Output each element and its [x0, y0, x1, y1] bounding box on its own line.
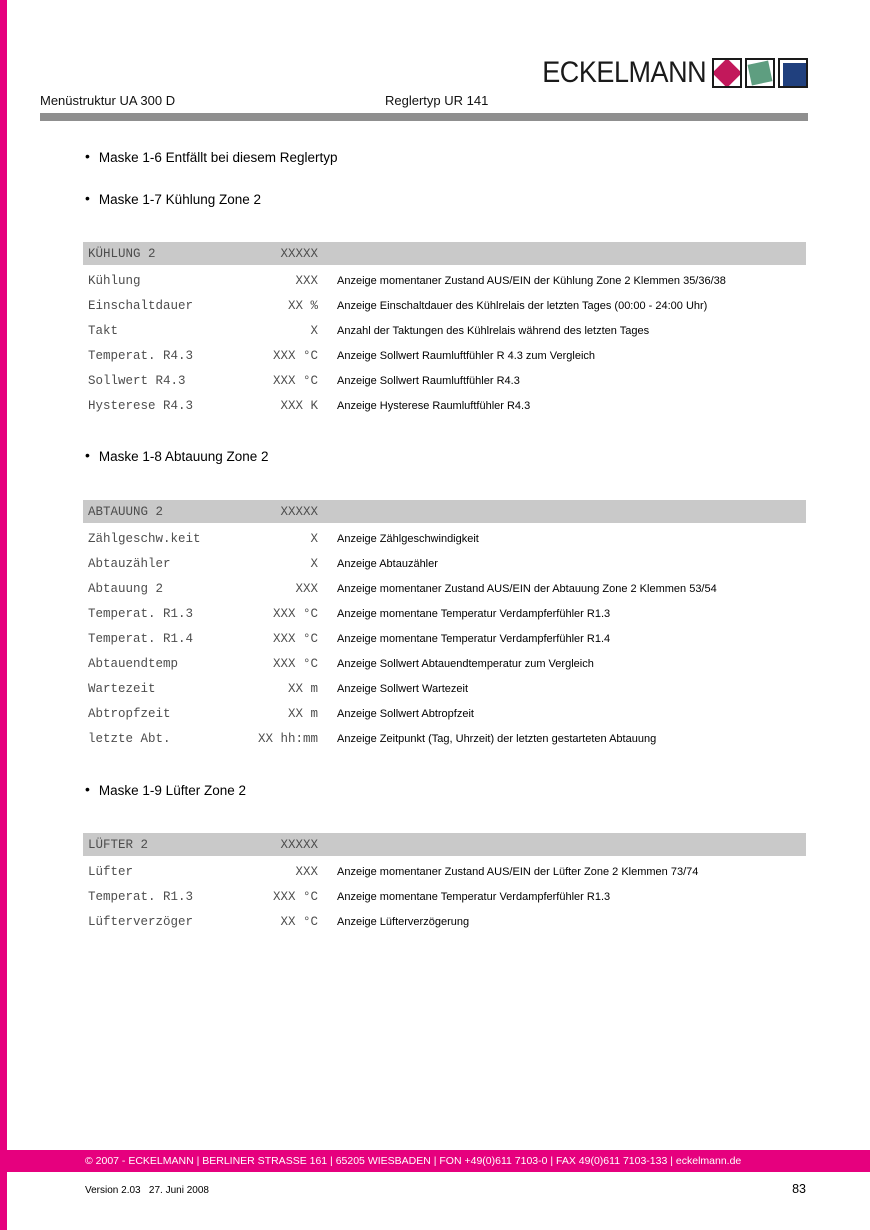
row-value: XXX K: [280, 398, 318, 413]
row-label: Einschaltdauer: [88, 298, 194, 313]
row-value: XXX: [295, 273, 318, 288]
row-label: Temperat. R4.3: [88, 348, 194, 363]
table-title-value: XXXXX: [280, 246, 318, 261]
row-label: Sollwert R4.3: [88, 373, 186, 388]
row-value: X: [310, 531, 318, 546]
row-value: XXX °C: [272, 348, 318, 363]
version-label: Version 2.03 27. Juni 2008: [85, 1185, 209, 1196]
table-title: LÜFTER 2: [88, 837, 149, 852]
bullet-dot-icon: •: [85, 447, 90, 463]
table-row: [83, 626, 806, 651]
row-description: Anzeige Einschaltdauer des Kühlrelais der letzten Tages (00:00 - 24:00 Uhr): [337, 299, 708, 312]
row-description: Anzeige momentaner Zustand AUS/EIN der Lüfter Zone 2 Klemmen 73/74: [337, 865, 699, 878]
row-value: XXX °C: [272, 606, 318, 621]
row-description: Anzeige Sollwert Abtropfzeit: [337, 707, 474, 720]
table-row: [83, 859, 806, 884]
row-description: Anzeige Hysterese Raumluftfühler R4.3: [337, 399, 531, 412]
bullet-label: Maske 1-6 Entfällt bei diesem Reglertyp: [98, 150, 338, 165]
row-description: Anzeige Sollwert Abtauendtemperatur zum Vergleich: [337, 657, 594, 670]
table-row: [83, 576, 806, 601]
bullet-maske-1-8: [85, 448, 269, 464]
row-value: XXX °C: [272, 373, 318, 388]
row-description: Anzeige Zählgeschwindigkeit: [337, 532, 479, 545]
row-label: Lüfter: [88, 864, 134, 879]
eckelmann-logo: [524, 56, 808, 90]
row-description: Anzeige Abtauzähler: [337, 557, 438, 570]
row-description: Anzahl der Taktungen des Kühlrelais während des letzten Tages: [337, 324, 650, 337]
row-description: Anzeige momentane Temperatur Verdampferfühler R1.4: [337, 632, 611, 645]
footer-address-text: © 2007 - ECKELMANN | BERLINER STRASSE 161 | 65205 WIESBADEN | FON +49(0)611 7103-0 | FAX 49(0)611 7103-133 | eckelmann.de: [85, 1155, 742, 1167]
row-value: XX %: [287, 298, 318, 313]
logo-wordmark: ECKELMANN: [542, 56, 706, 89]
row-value: XX hh:mm: [257, 731, 318, 746]
table-body: [83, 265, 806, 418]
table-row: [83, 884, 806, 909]
footer-address-bar: [0, 1150, 870, 1172]
page-number: 83: [792, 1182, 806, 1196]
bullet-label: Maske 1-9 Lüfter Zone 2: [98, 783, 246, 798]
row-value: XXX °C: [272, 889, 318, 904]
header-controller-type-label: Reglertyp UR 141: [385, 93, 489, 108]
row-label: Temperat. R1.3: [88, 889, 194, 904]
row-label: Abtauendtemp: [88, 656, 179, 671]
row-label: Abtropfzeit: [88, 706, 171, 721]
row-value: XX m: [287, 706, 318, 721]
logo-marks: [712, 58, 808, 88]
row-description: Anzeige Sollwert Raumluftfühler R4.3: [337, 374, 520, 387]
row-label: Temperat. R1.4: [88, 631, 194, 646]
row-value: XX m: [287, 681, 318, 696]
row-value: XXX: [295, 581, 318, 596]
row-label: Takt: [88, 323, 119, 338]
table-row: [83, 343, 806, 368]
row-description: Anzeige momentane Temperatur Verdampferfühler R1.3: [337, 890, 611, 903]
row-description: Anzeige momentane Temperatur Verdampferfühler R1.3: [337, 607, 611, 620]
row-label: Temperat. R1.3: [88, 606, 194, 621]
table-row: [83, 368, 806, 393]
row-value: XXX: [295, 864, 318, 879]
row-label: Wartezeit: [88, 681, 156, 696]
header-divider-rule: [40, 113, 808, 121]
table-row: [83, 726, 806, 751]
row-description: Anzeige Sollwert Wartezeit: [337, 682, 469, 695]
bullet-maske-1-9: [85, 782, 246, 798]
table-header-row: [83, 500, 806, 523]
bullet-label: Maske 1-7 Kühlung Zone 2: [98, 192, 262, 207]
row-value: XXX °C: [272, 656, 318, 671]
row-label: Hysterese R4.3: [88, 398, 194, 413]
table-title: KÜHLUNG 2: [88, 246, 156, 261]
row-description: Anzeige Sollwert Raumluftfühler R 4.3 zum Vergleich: [337, 349, 596, 362]
bullet-maske-1-6: [85, 149, 338, 165]
bullet-maske-1-7: [85, 191, 261, 207]
row-description: Anzeige momentaner Zustand AUS/EIN der Kühlung Zone 2 Klemmen 35/36/38: [337, 274, 726, 287]
table-row: [83, 526, 806, 551]
page-header: [40, 93, 808, 109]
table-row: [83, 551, 806, 576]
table-title-value: XXXXX: [280, 504, 318, 519]
table-row: [83, 268, 806, 293]
row-label: Lüfterverzöger: [88, 914, 194, 929]
bullet-dot-icon: •: [85, 148, 90, 164]
table-body: [83, 523, 806, 751]
logo-blue-square-icon: [778, 58, 808, 88]
row-label: Kühlung: [88, 273, 141, 288]
bullet-dot-icon: •: [85, 190, 90, 206]
header-menu-structure-label: Menüstruktur UA 300 D: [40, 93, 176, 108]
row-label: Zählgeschw.keit: [88, 531, 201, 546]
bullet-dot-icon: •: [85, 781, 90, 797]
table-row: [83, 601, 806, 626]
table-luefter-2: [83, 833, 806, 934]
row-value: XX °C: [280, 914, 318, 929]
row-description: Anzeige momentaner Zustand AUS/EIN der Abtauung Zone 2 Klemmen 53/54: [337, 582, 717, 595]
row-description: Anzeige Zeitpunkt (Tag, Uhrzeit) der letzten gestarteten Abtauung: [337, 732, 657, 745]
table-row: [83, 318, 806, 343]
table-body: [83, 856, 806, 934]
bullet-label: Maske 1-8 Abtauung Zone 2: [98, 449, 269, 464]
row-description: Anzeige Lüfterverzögerung: [337, 915, 470, 928]
page-edge-accent-bar: [0, 0, 7, 1230]
table-title-value: XXXXX: [280, 837, 318, 852]
table-header-row: [83, 242, 806, 265]
table-row: [83, 293, 806, 318]
row-label: Abtauzähler: [88, 556, 171, 571]
table-title: ABTAUUNG 2: [88, 504, 164, 519]
table-kuehlung-2: [83, 242, 806, 418]
logo-magenta-diamond-icon: [712, 58, 742, 88]
row-label: Abtauung 2: [88, 581, 164, 596]
table-row: [83, 701, 806, 726]
table-row: [83, 909, 806, 934]
table-row: [83, 676, 806, 701]
row-value: X: [310, 323, 318, 338]
logo-green-square-icon: [745, 58, 775, 88]
table-row: [83, 651, 806, 676]
row-value: XXX °C: [272, 631, 318, 646]
table-row: [83, 393, 806, 418]
table-header-row: [83, 833, 806, 856]
row-value: X: [310, 556, 318, 571]
table-abtauung-2: [83, 500, 806, 751]
row-label: letzte Abt.: [88, 731, 171, 746]
